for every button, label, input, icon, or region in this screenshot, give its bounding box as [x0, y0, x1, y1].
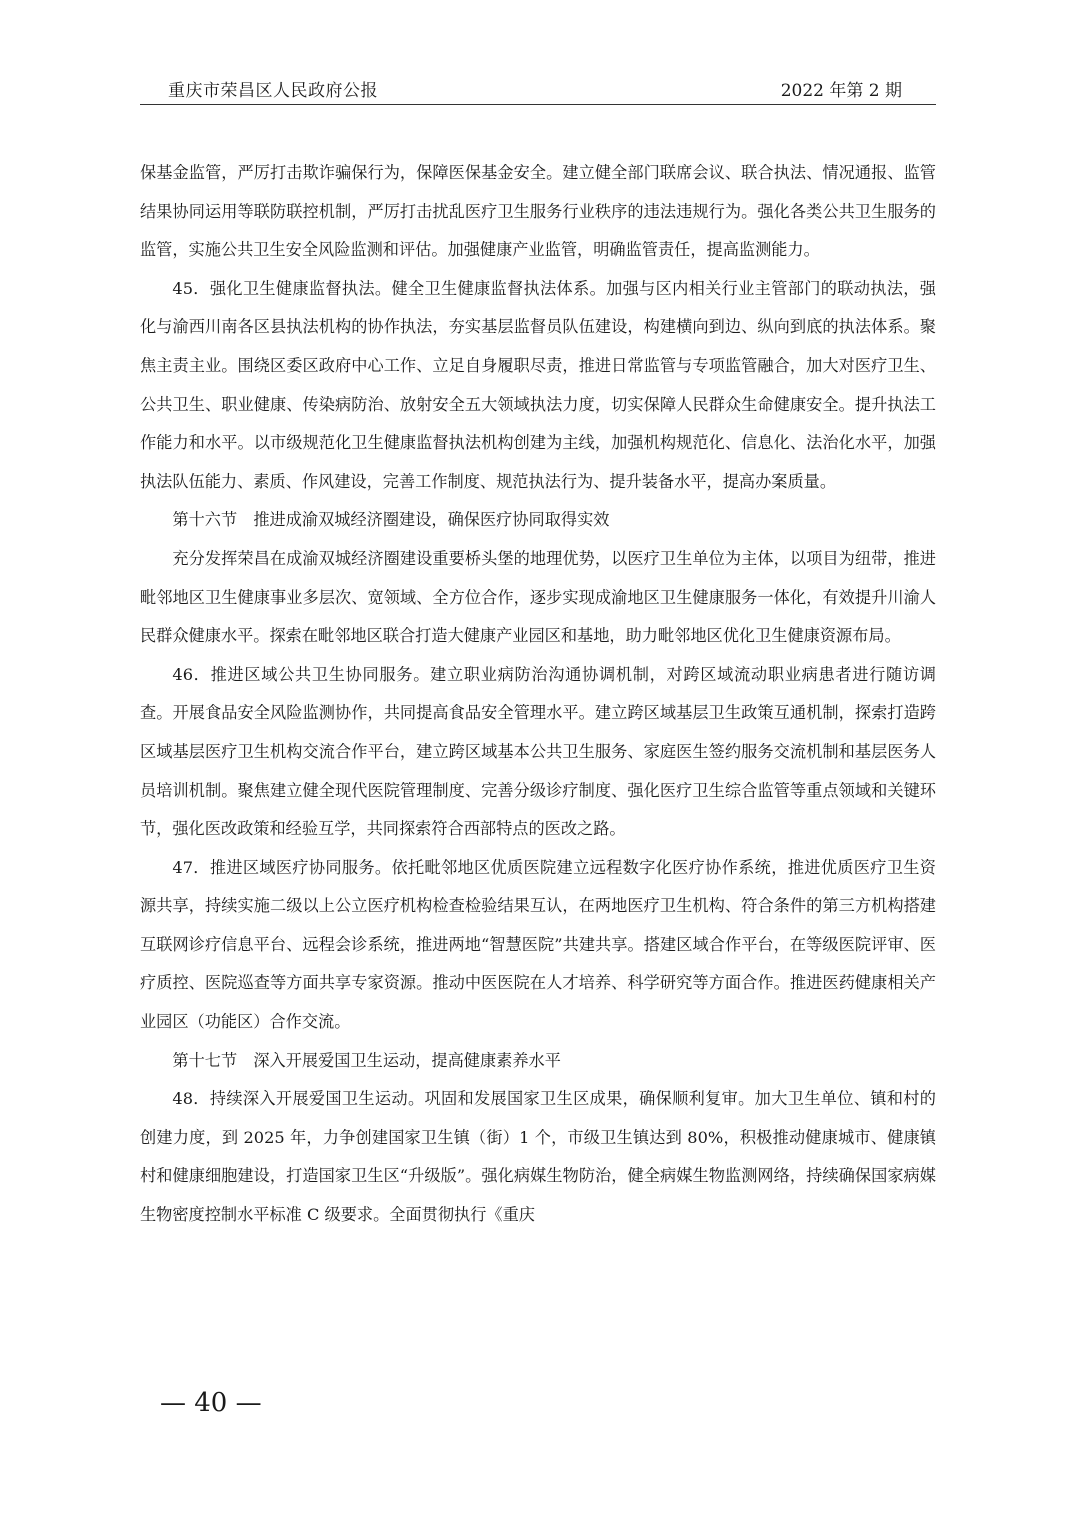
issue-number: 2022 年第 2 期 — [780, 81, 902, 101]
paragraph-section-16-intro: 充分发挥荣昌在成渝双城经济圈建设重要桥头堡的地理优势，以医疗卫生单位为主体，以项目为纽带，推进毗邻地区卫生健康事业多层次、宽领域、全方位合作，逐步实现成渝地区卫生健康服务一体化，有效提升川渝人民群众健康水平。探索在毗邻地区联合打造大健康产业园区和基地，助力毗邻地区优化卫生健康资源布局。 — [140, 548, 936, 646]
gazette-title: 重庆市荣昌区人民政府公报 — [168, 81, 378, 101]
paragraph-item-46: 46．推进区域公共卫生协同服务。建立职业病防治沟通协调机制，对跨区域流动职业病患者进行随访调查。开展食品安全风险监测协作，共同提高食品安全管理水平。建立跨区域基层卫生政策互通机制，探索打造跨区域基层医疗卫生机构交流合作平台，建立跨区域基本公共卫生服务、家庭医生签约服务交流机制和基层医务人员培训机制。聚焦建立健全现代医院管理制度、完善分级诊疗制度、强化医疗卫生综合监管等重点领域和关键环节，强化医改政策和经验互学，共同探索符合西部特点的医改之路。 — [140, 664, 936, 839]
section-heading-17: 第十七节 深入开展爱国卫生运动，提高健康素养水平 — [172, 1050, 561, 1070]
page-header — [140, 74, 936, 105]
paragraph-continued: 保基金监管，严厉打击欺诈骗保行为，保障医保基金安全。建立健全部门联席会议、联合执法、情况通报、监管结果协同运用等联防联控机制，严厉打击扰乱医疗卫生服务行业秩序的违法违规行为。强化各类公共卫生服务的监管，实施公共卫生安全风险监测和评估。加强健康产业监管，明确监管责任，提高监测能力。 — [140, 163, 936, 260]
paragraph-item-45: 45．强化卫生健康监督执法。健全卫生健康监督执法体系。加强与区内相关行业主管部门的联动执法，强化与渝西川南各区县执法机构的协作执法，夯实基层监督员队伍建设，构建横向到边、纵向到底的执法体系。聚焦主责主业。围绕区委区政府中心工作、立足自身履职尽责，推进日常监管与专项监管融合，加大对医疗卫生、公共卫生、职业健康、传染病防治、放射安全五大领域执法力度，切实保障人民群众生命健康安全。提升执法工作能力和水平。以市级规范化卫生健康监督执法机构创建为主线，加强机构规范化、信息化、法治化水平，加强执法队伍能力、素质、作风建设，完善工作制度、规范执法行为、提升装备水平，提高办案质量。 — [140, 278, 936, 491]
paragraph-item-47: 47．推进区域医疗协同服务。依托毗邻地区优质医院建立远程数字化医疗协作系统，推进优质医疗卫生资源共享，持续实施二级以上公立医疗机构检查检验结果互认，在两地医疗卫生机构、符合条件的第三方机构搭建互联网诊疗信息平台、远程会诊系统，推进两地“智慧医院”共建共享。搭建区域合作平台，在等级医院评审、医疗质控、医院巡查等方面共享专家资源。推动中医医院在人才培养、科学研究等方面合作。推进医药健康相关产业园区（功能区）合作交流。 — [140, 857, 936, 1032]
page-number: — 40 — — [160, 1388, 262, 1418]
document-body — [140, 154, 936, 1235]
paragraph-item-48: 48．持续深入开展爱国卫生运动。巩固和发展国家卫生区成果，确保顺利复审。加大卫生单位、镇和村的创建力度，到 2025 年，力争创建国家卫生镇（街）1 个，市级卫生镇达到 80%，积极推动健康城市、健康镇村和健康细胞建设，打造国家卫生区“升级版”。强化病媒生物防治，健全病媒生物监测网络，持续确保国家病媒生物密度控制水平标准 C 级要求。全面贯彻执行《重庆 — [140, 1089, 936, 1225]
section-heading-16: 第十六节 推进成渝双城经济圈建设，确保医疗协同取得实效 — [172, 510, 610, 530]
